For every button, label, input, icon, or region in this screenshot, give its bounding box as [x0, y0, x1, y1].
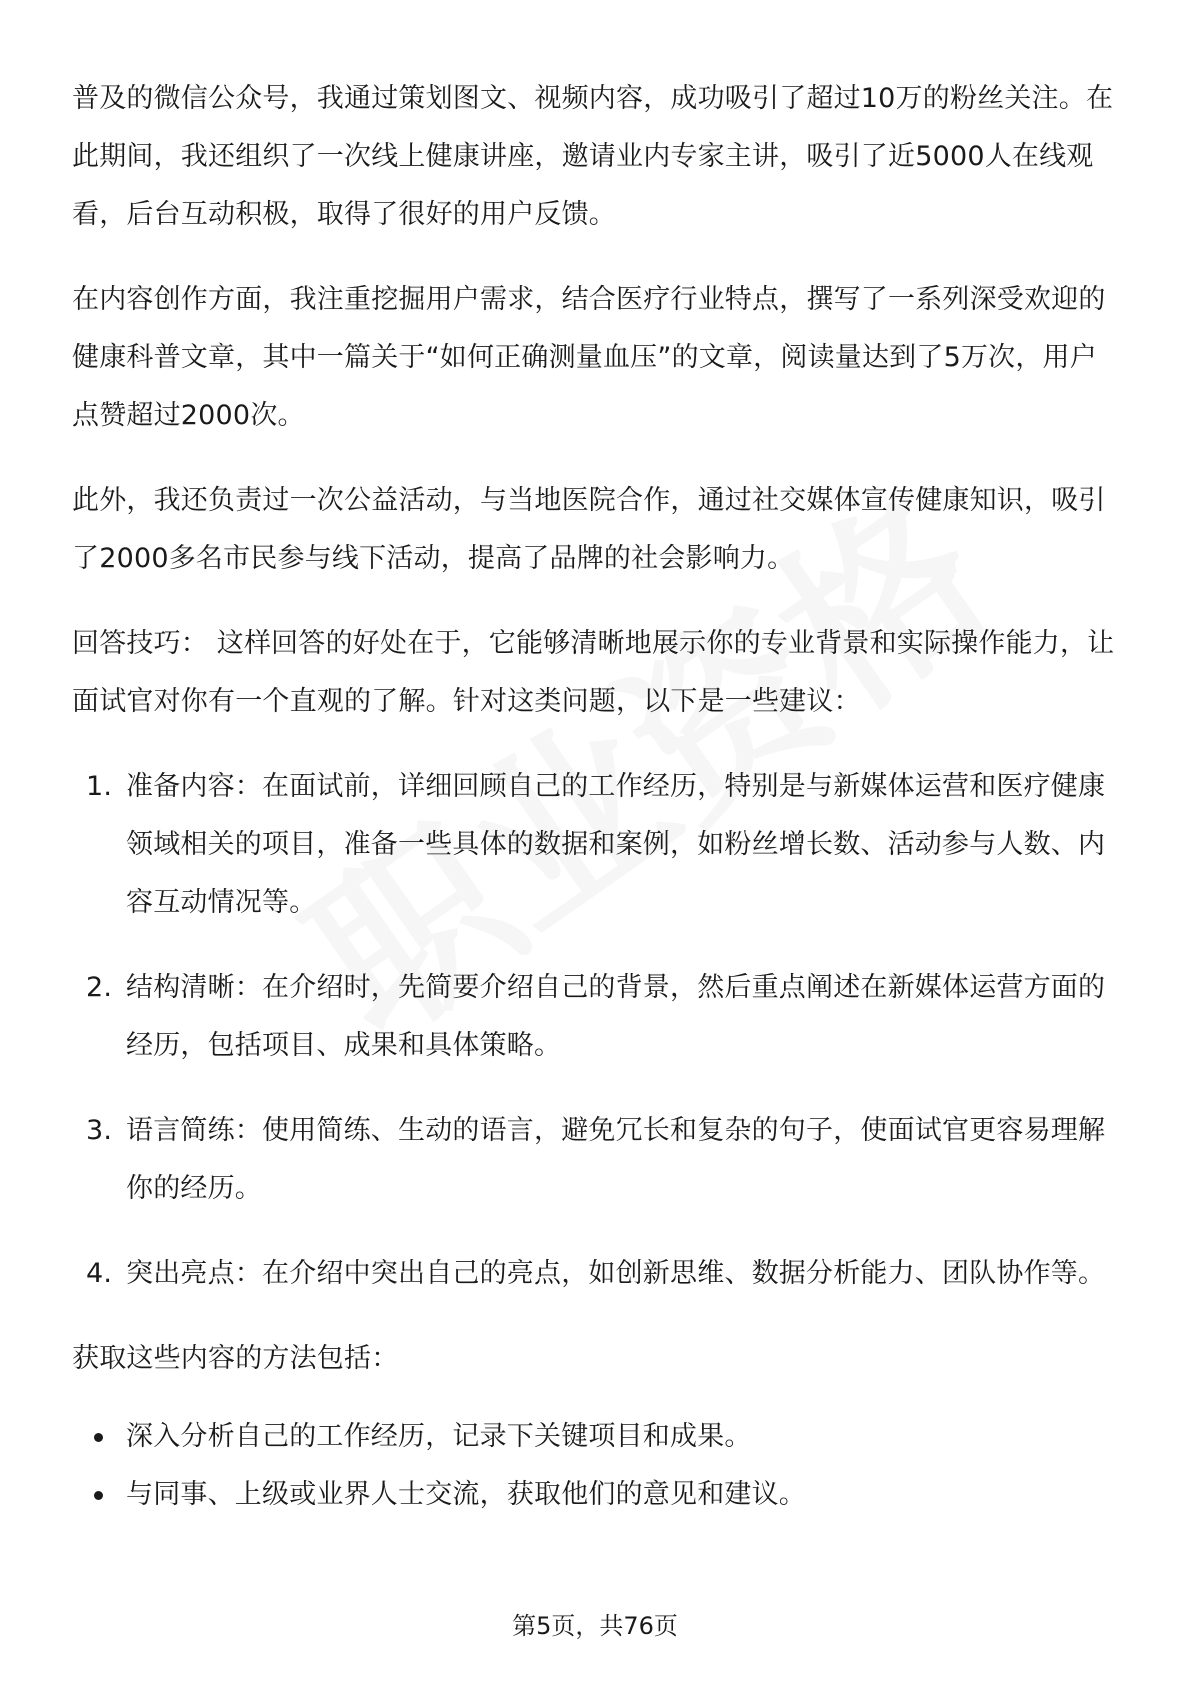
page-content: [72, 70, 1122, 1524]
list-item-text: 突出亮点：在介绍中突出自己的亮点，如创新思维、数据分析能力、团队协作等。: [126, 1258, 1106, 1289]
list-number: 2.: [86, 972, 113, 1003]
list-item: [72, 1102, 1122, 1218]
list-number: 4.: [86, 1258, 113, 1289]
tips-list: [72, 758, 1122, 1303]
list-item: [72, 1245, 1122, 1303]
paragraph-charity: 此外，我还负责过一次公益活动，与当地医院合作，通过社交媒体宣传健康知识，吸引了2000多名市民参与线下活动，提高了品牌的社会影响力。: [72, 485, 1106, 574]
paragraph-methods-intro: 获取这些内容的方法包括：: [72, 1343, 399, 1374]
list-item-text: 准备内容：在面试前，详细回顾自己的工作经历，特别是与新媒体运营和医疗健康领域相关的项目，准备一些具体的数据和案例，如粉丝增长数、活动参与人数、内容互动情况等。: [126, 771, 1106, 918]
list-number: 1.: [86, 771, 113, 802]
bullet-icon: [94, 1491, 103, 1500]
page-number: 第5页，共76页: [512, 1612, 678, 1640]
paragraph-answer-tips: 回答技巧： 这样回答的好处在于，它能够清晰地展示你的专业背景和实际操作能力，让面试官对你有一个直观的了解。针对这类问题，以下是一些建议：: [72, 628, 1115, 717]
list-item-text: 语言简练：使用简练、生动的语言，避免冗长和复杂的句子，使面试官更容易理解你的经历。: [126, 1115, 1106, 1204]
bullet-icon: [94, 1433, 103, 1442]
list-item-text: 深入分析自己的工作经历，记录下关键项目和成果。: [126, 1421, 752, 1452]
paragraph-experience: 普及的微信公众号，我通过策划图文、视频内容，成功吸引了超过10万的粉丝关注。在此期间，我还组织了一次线上健康讲座，邀请业内专家主讲，吸引了近5000人在线观看，后台互动积极，取得了很好的用户反馈。: [72, 83, 1114, 230]
paragraph-content-creation: 在内容创作方面，我注重挖掘用户需求，结合医疗行业特点，撰写了一系列深受欢迎的健康科普文章，其中一篇关于“如何正确测量血压”的文章，阅读量达到了5万次，用户点赞超过2000次。: [72, 284, 1106, 431]
list-item: [72, 959, 1122, 1075]
list-item: [72, 1408, 1122, 1466]
list-item: [72, 1466, 1122, 1524]
list-item: [72, 758, 1122, 932]
list-number: 3.: [86, 1115, 113, 1146]
list-item-text: 与同事、上级或业界人士交流，获取他们的意见和建议。: [126, 1479, 806, 1510]
list-item-text: 结构清晰：在介绍时，先简要介绍自己的背景，然后重点阐述在新媒体运营方面的经历，包括项目、成果和具体策略。: [126, 972, 1106, 1061]
methods-list: [72, 1408, 1122, 1524]
